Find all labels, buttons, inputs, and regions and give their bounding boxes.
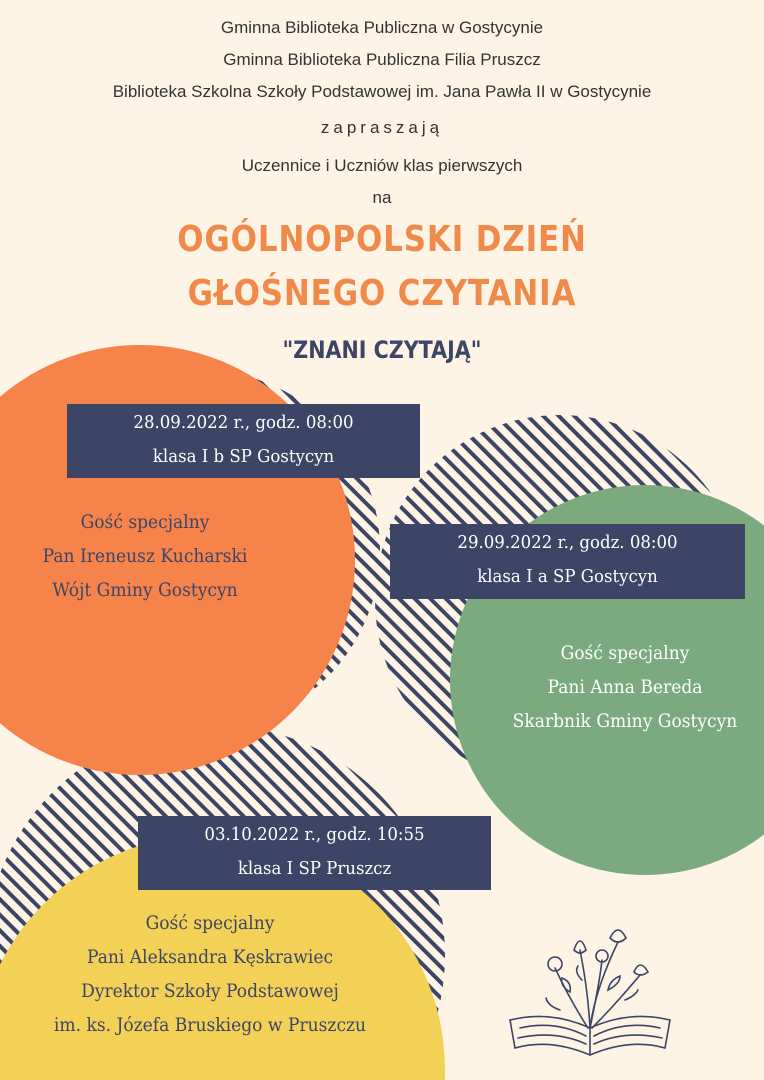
event-2-guest-name: Pani Anna Bereda bbox=[547, 676, 703, 698]
organizer-line-3: Biblioteka Szkolna Szkoły Podstawowej im. Jana Pawła II w Gostycynie bbox=[112, 82, 652, 101]
event-3-guest-role: Dyrektor Szkoły Podstawowej bbox=[81, 980, 339, 1002]
event-3-guest-role-2: im. ks. Józefa Bruskiego w Pruszczu bbox=[53, 1014, 367, 1036]
event-1-box bbox=[67, 404, 420, 478]
event-3-class: klasa I SP Pruszcz bbox=[237, 858, 392, 879]
subtitle: "ZNANI CZYTAJĄ" bbox=[282, 336, 482, 364]
event-1-guest bbox=[10, 505, 280, 607]
event-3-guest-name: Pani Aleksandra Kęskrawiec bbox=[86, 946, 334, 968]
event-3-box bbox=[138, 816, 491, 890]
event-1-date: 28.09.2022 r., godz. 08:00 bbox=[133, 412, 354, 433]
invite-text: zapraszają bbox=[320, 118, 444, 137]
event-2-date: 29.09.2022 r., godz. 08:00 bbox=[457, 532, 678, 553]
book-with-flowers-icon bbox=[500, 920, 680, 1070]
audience-text: Uczennice i Uczniów klas pierwszych bbox=[241, 156, 523, 175]
event-1-guest-label: Gość specjalny bbox=[80, 511, 210, 533]
event-1-class: klasa I b SP Gostycyn bbox=[152, 446, 335, 467]
organizer-line-1: Gminna Biblioteka Publiczna w Gostycynie bbox=[220, 18, 544, 37]
event-3-date: 03.10.2022 r., godz. 10:55 bbox=[204, 824, 425, 845]
event-3-guest bbox=[20, 906, 400, 1042]
event-1-guest-name: Pan Ireneusz Kucharski bbox=[42, 545, 248, 567]
on-text: na bbox=[372, 188, 392, 207]
organizer-line-2: Gminna Biblioteka Publiczna Filia Pruszcz bbox=[223, 50, 541, 69]
event-2-guest-label: Gość specjalny bbox=[560, 642, 690, 664]
event-3-guest-label: Gość specjalny bbox=[145, 912, 275, 934]
title-line-1: OGÓLNOPOLSKI DZIEŃ bbox=[177, 219, 587, 260]
title-line-2: GŁOŚNEGO CZYTANIA bbox=[187, 273, 577, 314]
event-2-class: klasa I a SP Gostycyn bbox=[477, 566, 658, 587]
event-1-guest-role: Wójt Gminy Gostycyn bbox=[52, 579, 238, 601]
event-2-box bbox=[390, 524, 745, 599]
event-2-guest-role: Skarbnik Gminy Gostycyn bbox=[512, 710, 738, 732]
event-2-guest bbox=[486, 636, 764, 738]
